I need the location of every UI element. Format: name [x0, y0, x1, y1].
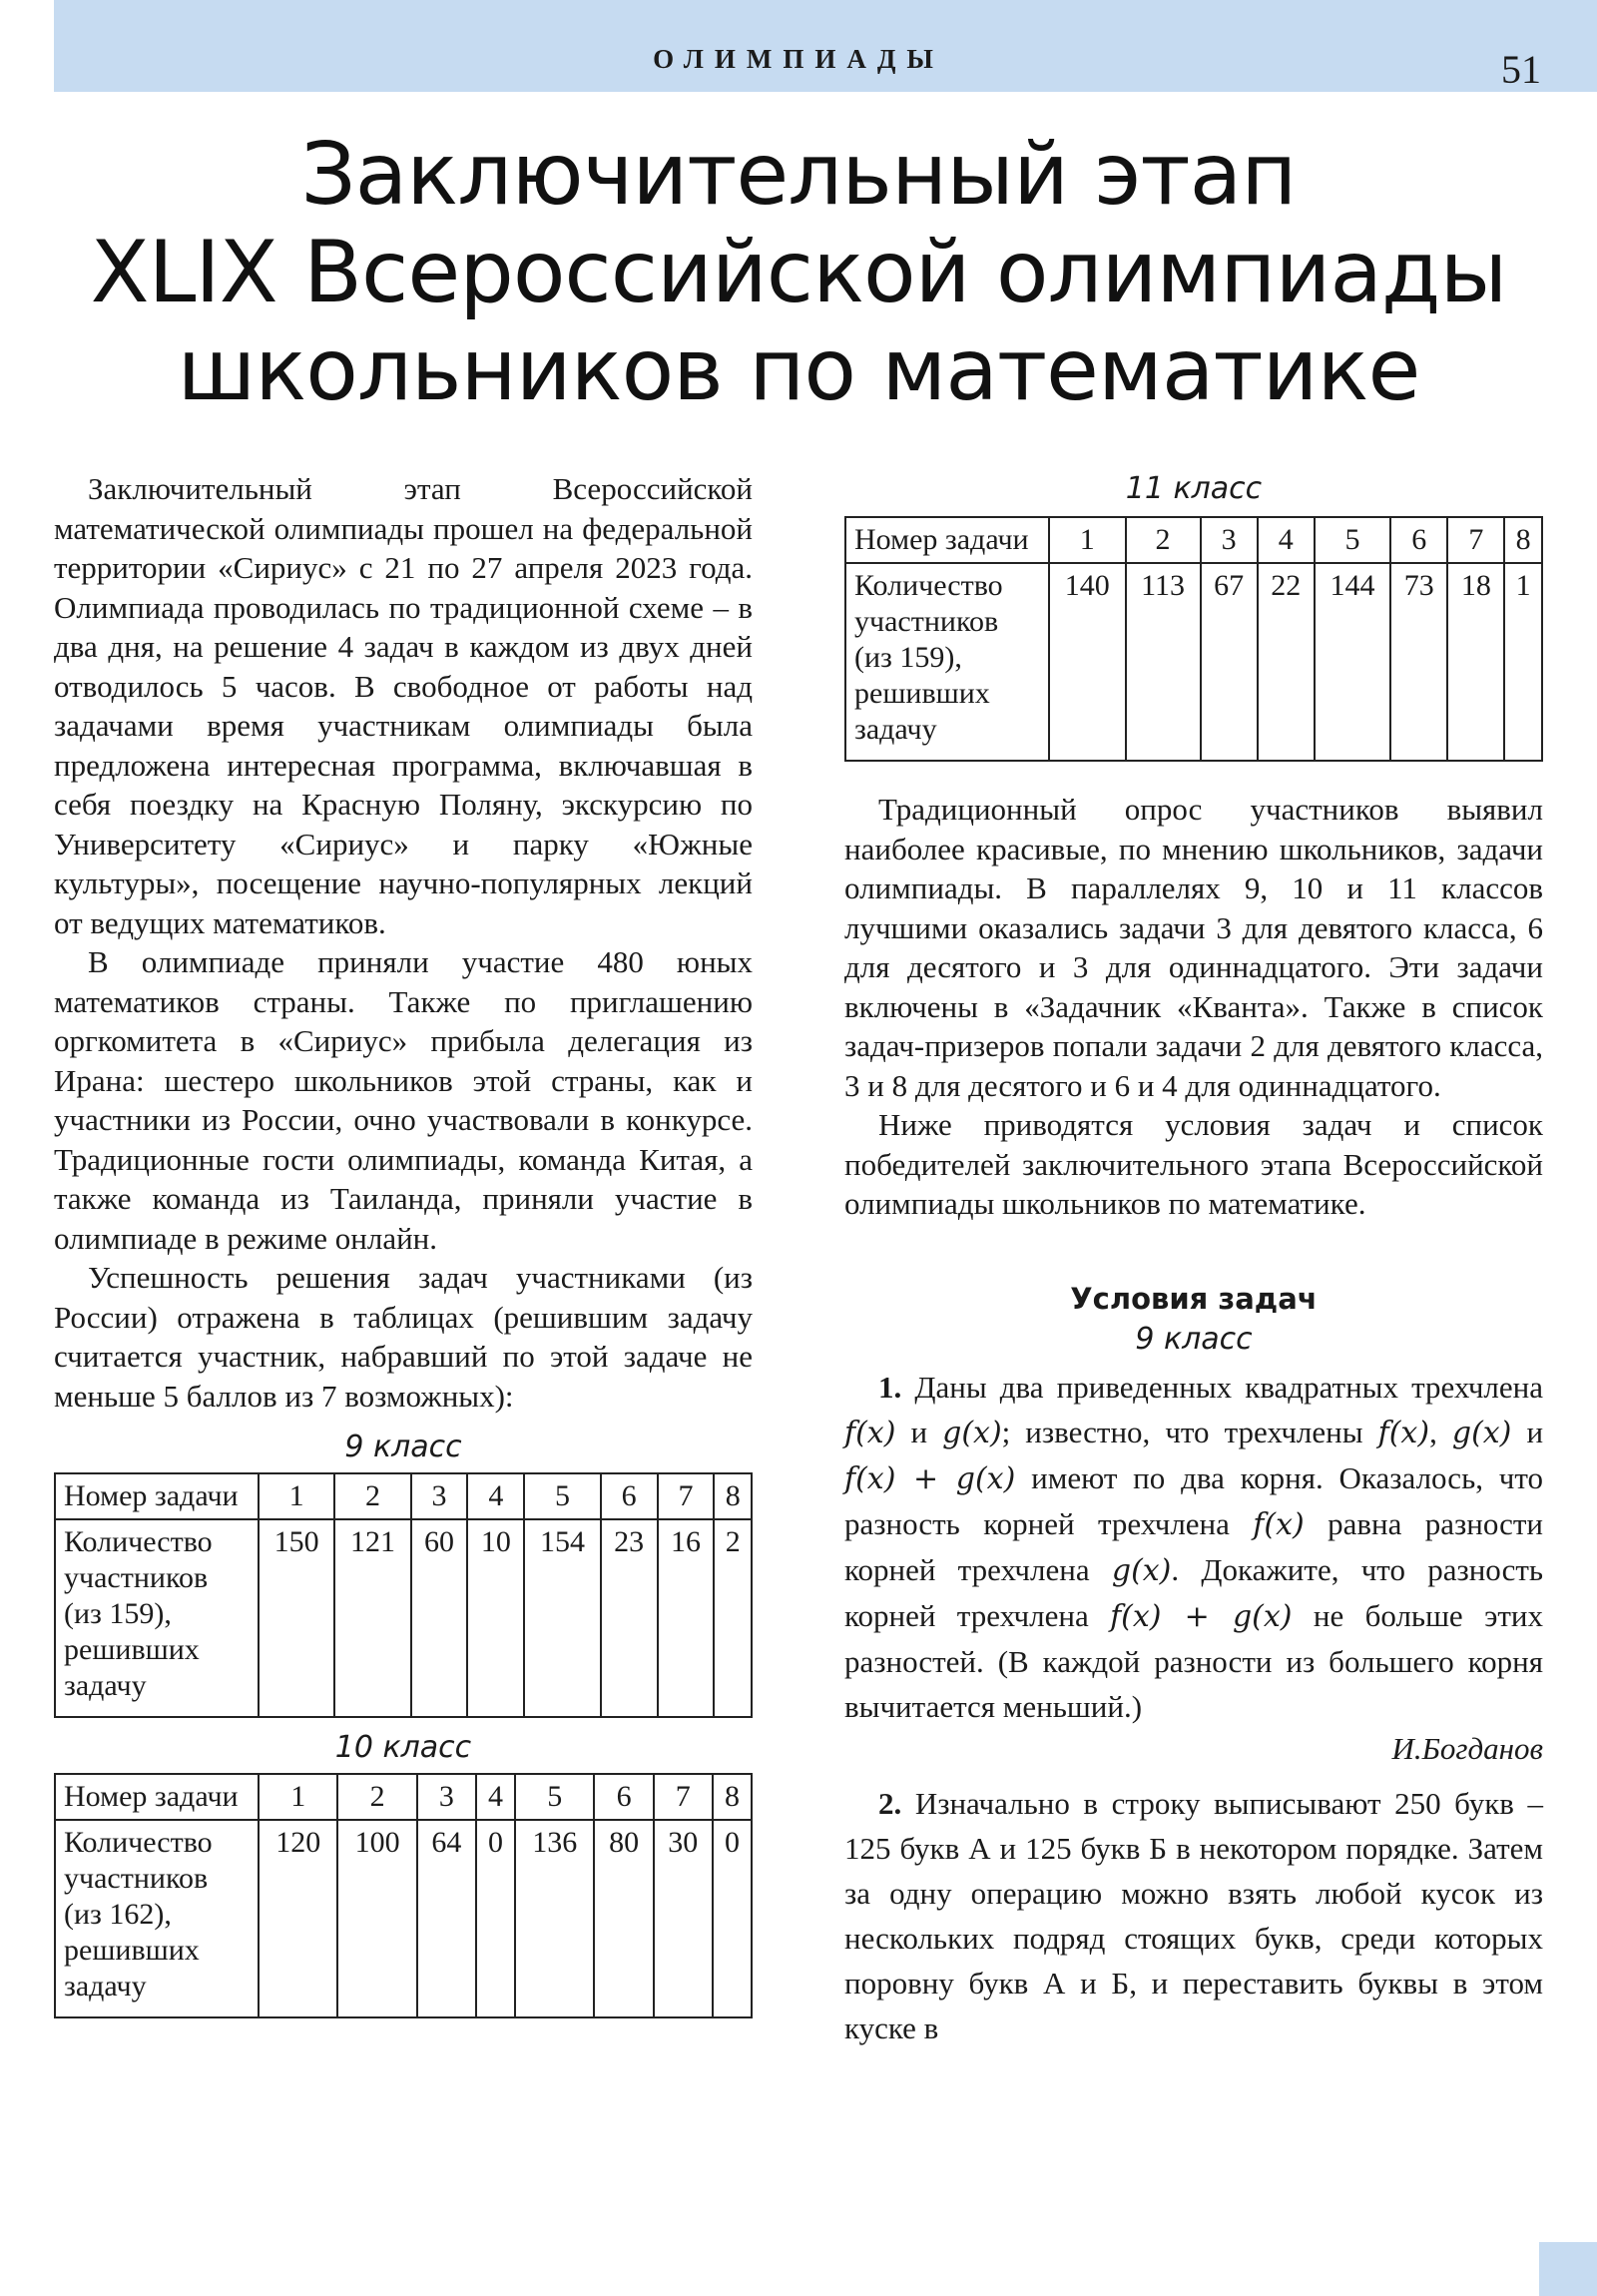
problem-number-cell: 7 [654, 1774, 713, 1820]
count-cell: 23 [601, 1519, 658, 1717]
problems-grade-label: 9 класс [1135, 1321, 1253, 1357]
right-column [844, 471, 1543, 2050]
count-cell: 120 [259, 1820, 337, 2017]
formula-sum: f(x) + g(x) [1110, 1598, 1293, 1634]
problem-1-text-5: . Докажите, что разность корней трехчлена [844, 1551, 1544, 1633]
count-cell: 80 [594, 1820, 653, 2017]
table-header-row [55, 1473, 752, 1519]
title-line-2: XLIX Всероссийской олимпиады [90, 223, 1507, 322]
count-cell: 18 [1447, 563, 1504, 761]
problem-number-cell: 1 [259, 1774, 337, 1820]
header-cell: Номер задачи [55, 1473, 259, 1519]
problem-1-text-1: Даны два приведенных квадратных трехчлена [914, 1369, 1544, 1405]
problem-number-cell: 2 [337, 1774, 416, 1820]
problem-number-cell: 7 [1447, 517, 1504, 563]
problem-1-text-2: ; известно, что трехчлены [1001, 1414, 1363, 1449]
formula-f-x: f(x) [1377, 1415, 1430, 1450]
intro-paragraph-2: В олимпиаде приняли участие 480 юных математиков страны. Также по приглашению оргкомитета в «Сириус» прибыла делегация из Ирана: шестеро школьников этой страны, как и участники из России, очно участвовали в конкурсе. Традиционные гости олимпиады, команда Китая, а также команда из Таиланда, приняли участие в олимпиаде в режиме онлайн. [54, 944, 753, 1256]
formula-g-x: g(x) [942, 1415, 1002, 1450]
formula-g-x: g(x) [1451, 1415, 1512, 1450]
problem-2-text: Изначально в строку выписывают 250 букв – 125 букв А и 125 букв Б в некотором порядке. Затем за одну операцию можно взять любой кусок из нескольких подряд стоящих букв, среди которых поровну букв А и Б, и переставить буквы в этом куске в [844, 1785, 1543, 2045]
problem-number-cell: 6 [1390, 517, 1447, 563]
grade11-table-label: 11 класс [1125, 471, 1263, 506]
problem-2 [844, 1781, 1543, 2050]
header-cell: Номер задачи [845, 517, 1049, 563]
table-counts-row [55, 1519, 752, 1717]
count-cell: 136 [515, 1820, 594, 2017]
problem-number-cell: 2 [1126, 517, 1201, 563]
problem-number-cell: 8 [714, 1473, 752, 1519]
count-cell: 113 [1126, 563, 1201, 761]
problem-number-cell: 2 [334, 1473, 410, 1519]
problem-number-cell: 3 [417, 1774, 476, 1820]
grade10-results-table [54, 1773, 753, 2018]
page-title [60, 126, 1537, 419]
row-label-cell: Количество участников (из 162), решивших задачу [55, 1820, 259, 2017]
count-cell: 73 [1390, 563, 1447, 761]
formula-sum: f(x) + g(x) [844, 1460, 1016, 1496]
problem-number-cell: 7 [658, 1473, 715, 1519]
problem-1-number: 1. [878, 1369, 902, 1405]
problem-number-cell: 1 [259, 1473, 334, 1519]
count-cell: 67 [1201, 563, 1258, 761]
problem-1-comma: , [1429, 1414, 1437, 1449]
problem-2-number: 2. [878, 1785, 902, 1821]
problem-number-cell: 5 [515, 1774, 594, 1820]
row-label-cell: Количество участников (из 159), решивших задачу [845, 563, 1049, 761]
count-cell: 10 [467, 1519, 524, 1717]
row-label-cell: Количество участников (из 159), решивших задачу [55, 1519, 259, 1717]
table-counts-row [845, 563, 1542, 761]
corner-band [1539, 2242, 1597, 2296]
count-cell: 16 [658, 1519, 715, 1717]
table-header-row [55, 1774, 752, 1820]
problem-number-cell: 4 [1258, 517, 1315, 563]
count-cell: 1 [1504, 563, 1542, 761]
problem-1-text-3: имеют по два корня. Оказалось, что разность корней трехчлена [844, 1459, 1543, 1541]
count-cell: 100 [337, 1820, 416, 2017]
table-counts-row [55, 1820, 752, 2017]
left-column [54, 469, 753, 2018]
count-cell: 150 [259, 1519, 334, 1717]
problem-1-and-2: и [1526, 1414, 1544, 1449]
header-cell: Номер задачи [55, 1774, 259, 1820]
count-cell: 154 [524, 1519, 600, 1717]
problem-number-cell: 8 [1504, 517, 1542, 563]
survey-paragraph-2: Ниже приводятся условия задач и список победителей заключительного этапа Всероссийской олимпиады школьников по математике. [844, 1107, 1543, 1221]
problem-number-cell: 4 [476, 1774, 515, 1820]
formula-f-x: f(x) [844, 1415, 896, 1450]
table-header-row [845, 517, 1542, 563]
count-cell: 121 [334, 1519, 410, 1717]
formula-g-x: g(x) [1111, 1552, 1172, 1588]
count-cell: 64 [417, 1820, 476, 2017]
section-label: ОЛИМПИАДЫ [653, 44, 944, 74]
problem-number-cell: 5 [1315, 517, 1391, 563]
title-line-1: Заключительный этап [300, 125, 1297, 225]
problem-number-cell: 4 [467, 1473, 524, 1519]
count-cell: 30 [654, 1820, 713, 2017]
problem-1-author: И.Богданов [1391, 1730, 1543, 1766]
formula-f-x: f(x) [1253, 1506, 1305, 1542]
grade10-table-label: 10 класс [334, 1730, 472, 1765]
problems-heading: Условия задач [1070, 1281, 1318, 1316]
problem-number-cell: 3 [411, 1473, 468, 1519]
grade11-results-table [844, 516, 1543, 762]
count-cell: 140 [1049, 563, 1126, 761]
problem-number-cell: 8 [713, 1774, 752, 1820]
count-cell: 0 [713, 1820, 752, 2017]
problem-1-and-1: и [910, 1414, 928, 1449]
survey-paragraph-1: Традиционный опрос участников выявил наиболее красивые, по мнению школьников, задачи олимпиады. В параллелях 9, 10 и 11 классов лучшими оказались задачи 3 для девятого класса, 6 для десятого и 3 для одиннадцатого. Эти задачи включены в «Задачник «Кванта». Также в список задач-призеров попали задачи 2 для девятого класса, 3 и 8 для десятого и 6 и 4 для одиннадцатого. [844, 792, 1543, 1103]
count-cell: 144 [1315, 563, 1391, 761]
problem-number-cell: 6 [594, 1774, 653, 1820]
grade9-results-table [54, 1472, 753, 1718]
problem-number-cell: 1 [1049, 517, 1126, 563]
count-cell: 0 [476, 1820, 515, 2017]
count-cell: 2 [714, 1519, 752, 1717]
problem-1-text-6: не больше этих разностей. (В каждой разности из большего корня вычитается меньший.) [844, 1597, 1544, 1724]
count-cell: 22 [1258, 563, 1315, 761]
problem-number-cell: 6 [601, 1473, 658, 1519]
problem-number-cell: 5 [524, 1473, 600, 1519]
problem-1-text-4: равна разности корней трехчлена [844, 1505, 1544, 1587]
problem-1 [844, 1365, 1543, 1729]
problem-number-cell: 3 [1201, 517, 1258, 563]
count-cell: 60 [411, 1519, 468, 1717]
grade9-table-label: 9 класс [344, 1430, 462, 1464]
title-line-3: школьников по математике [177, 320, 1420, 420]
intro-paragraph-1: Заключительный этап Всероссийской математической олимпиады прошел на федеральной территории «Сириус» с 21 по 27 апреля 2023 года. Олимпиада проводилась по традиционной схеме – в два дня, на решение 4 задач в каждом из двух дней отводилось 5 часов. В свободное от работы над задачами время участникам олимпиады была предложена интересная программа, включавшая в себя поездку на Красную Поляну, экскурсию по Университету «Сириус» и парку «Южные культуры», посещение научно-популярных лекций от ведущих математиков. [54, 471, 753, 940]
page-number: 51 [1501, 47, 1541, 92]
intro-paragraph-3: Успешность решения задач участниками (из России) отражена в таблицах (решившим задачу считается участник, набравший по этой задаче не меньше 5 баллов из 7 возможных): [54, 1260, 753, 1414]
